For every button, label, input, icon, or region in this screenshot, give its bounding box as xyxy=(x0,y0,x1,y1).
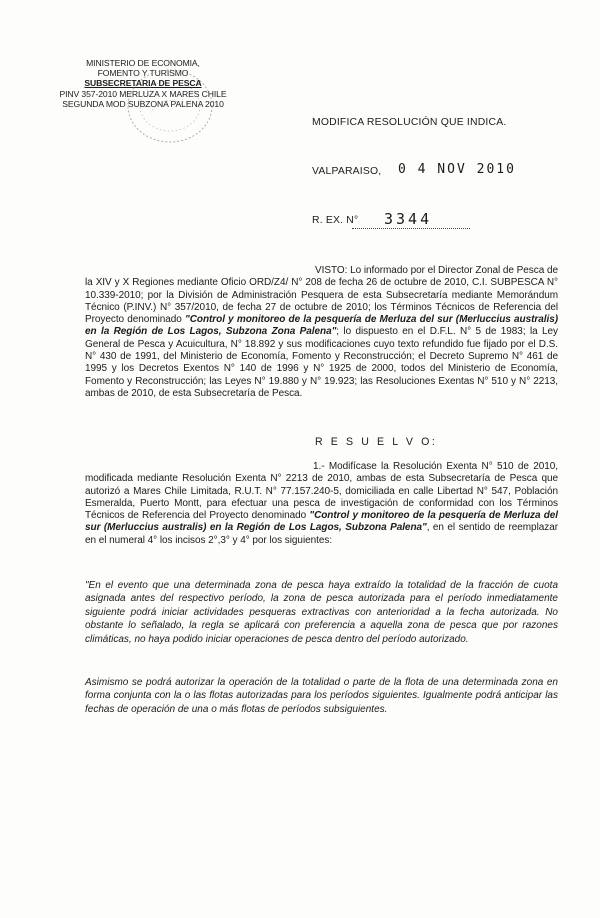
resuelvo-item-1-text: 1.- Modifícase la Resolución Exenta N° 510 de 2010, modificada mediante Resolución Exenta N° 2213 de 2010, ambas de esta Subsecretaría de Pesca que autorizó a Mares Chile Limitada, R.U.T. N° 77.157.240-5, domiciliada en calle Libertad N° 547, Población Esmeralda, Puerto Montt, para efectuar una pesca de investigación de conformidad con los Términos Técnicos de Referencia del Proyecto denominado xyxy=(85,461,558,522)
resuelvo-item-1-project-title: "Control y monitoreo de la pesquería de Merluza del sur (Merluccius australis) en la Región de Los Lagos, Subzona Palena" xyxy=(85,510,558,534)
resolution-number: 3344 xyxy=(384,210,433,228)
visto-section xyxy=(85,265,558,400)
quote-paragraph-1: "En el evento que una determinada zona de pesca haya extraído la totalidad de la fracción de cuota asignada antes del respectivo período, la zona de pesca autorizada para el período inmediatamente siguiente podrá iniciar actividades pesqueras extractivas con anterioridad a la fecha autorizada. No obstante lo señalado, la regla se aplicará con preferencia a aquella zona de pesca que por razones climáticas, no haya podido iniciar operaciones de pesca dentro del período autorizado. xyxy=(85,580,558,645)
letterhead-ministry: MINISTERIO DE ECONOMIA, xyxy=(86,58,200,68)
quoted-paragraph-1 xyxy=(85,579,558,646)
resuelvo-item-1 xyxy=(85,461,558,547)
resolution-number-underline xyxy=(352,228,470,229)
quoted-paragraph-2 xyxy=(85,676,558,716)
resolution-number-label: R. EX. N° xyxy=(312,215,359,226)
letterhead-reference-2: SEGUNDA MOD SUBZONA PALENA 2010 xyxy=(62,98,224,109)
date-stamp: 0 4 NOV 2010 xyxy=(398,162,516,177)
letterhead-subsecretaria: SUBSECRETARIA DE PESCA xyxy=(84,78,202,89)
visto-text-2: ; lo dispuesto en el D.F.L. N° 5 de 1983; la Ley General de Pesca y Acuicultura, N° 18.892 y sus modificaciones cuyo texto refundido fue fijado por el D.S. N° 430 de 1991, del Ministerio de Economía, Fomento y Reconstrucción; el Decreto Supremo N° 461 de 1995 y los Decretos Exentos N° 140 de 1996 y N° 1925 de 2000, todos del Ministerio de Economía, Fomento y Reconstrucción; las Leyes N° 19.880 y N° 19.923; las Resoluciones Exentas N° 510 y N° 2213, ambas de 2010, de esta Subsecretaría de Pesca. xyxy=(85,326,558,399)
letterhead-ministry-sub: FOMENTO Y TURISMO xyxy=(97,68,189,79)
subject-line: MODIFICA RESOLUCIÓN QUE INDICA. xyxy=(312,117,507,128)
quote-paragraph-2: Asimismo se podrá autorizar la operación de la totalidad o parte de la flota de una determinada zona en forma conjunta con la o las flotas autorizadas para los períodos siguientes. Igualmente podrá anticipar las fechas de operación de una o más flotas de períodos subsiguientes. xyxy=(85,677,558,715)
letterhead-reference: PINV 357-2010 MERLUZA X MARES CHILE xyxy=(59,88,227,99)
resuelvo-item-1-text-2: , en el sentido de reemplazar en el numeral 4° los incisos 2°,3° y 4° por los siguientes: xyxy=(85,522,558,546)
visto-text: Lo informado por el Director Zonal de Pesca de la XIV y X Regiones mediante Oficio ORD/Z4/ N° 208 de fecha 26 de octubre de 2010, C.I. SUBPESCA N° 10.339-2010; por la División de Administración Pesquera de esta Subsecretaría mediante Memorándum Técnico (P.INV.) N° 357/2010, de fecha 27 de octubre de 2010; los Términos Técnicos de Referencia del Proyecto denominado xyxy=(85,265,558,326)
round-seal-stamp xyxy=(112,62,216,148)
place: VALPARAISO, xyxy=(312,166,382,177)
visto-label: VISTO: xyxy=(315,265,348,276)
resuelvo-heading: R E S U E L V O: xyxy=(315,436,438,448)
visto-project-title: "Control y monitoreo de la pesquería de Merluza del sur (Merluccius australis) en la Región de Los Lagos, Subzona Zona Palena" xyxy=(85,314,558,338)
